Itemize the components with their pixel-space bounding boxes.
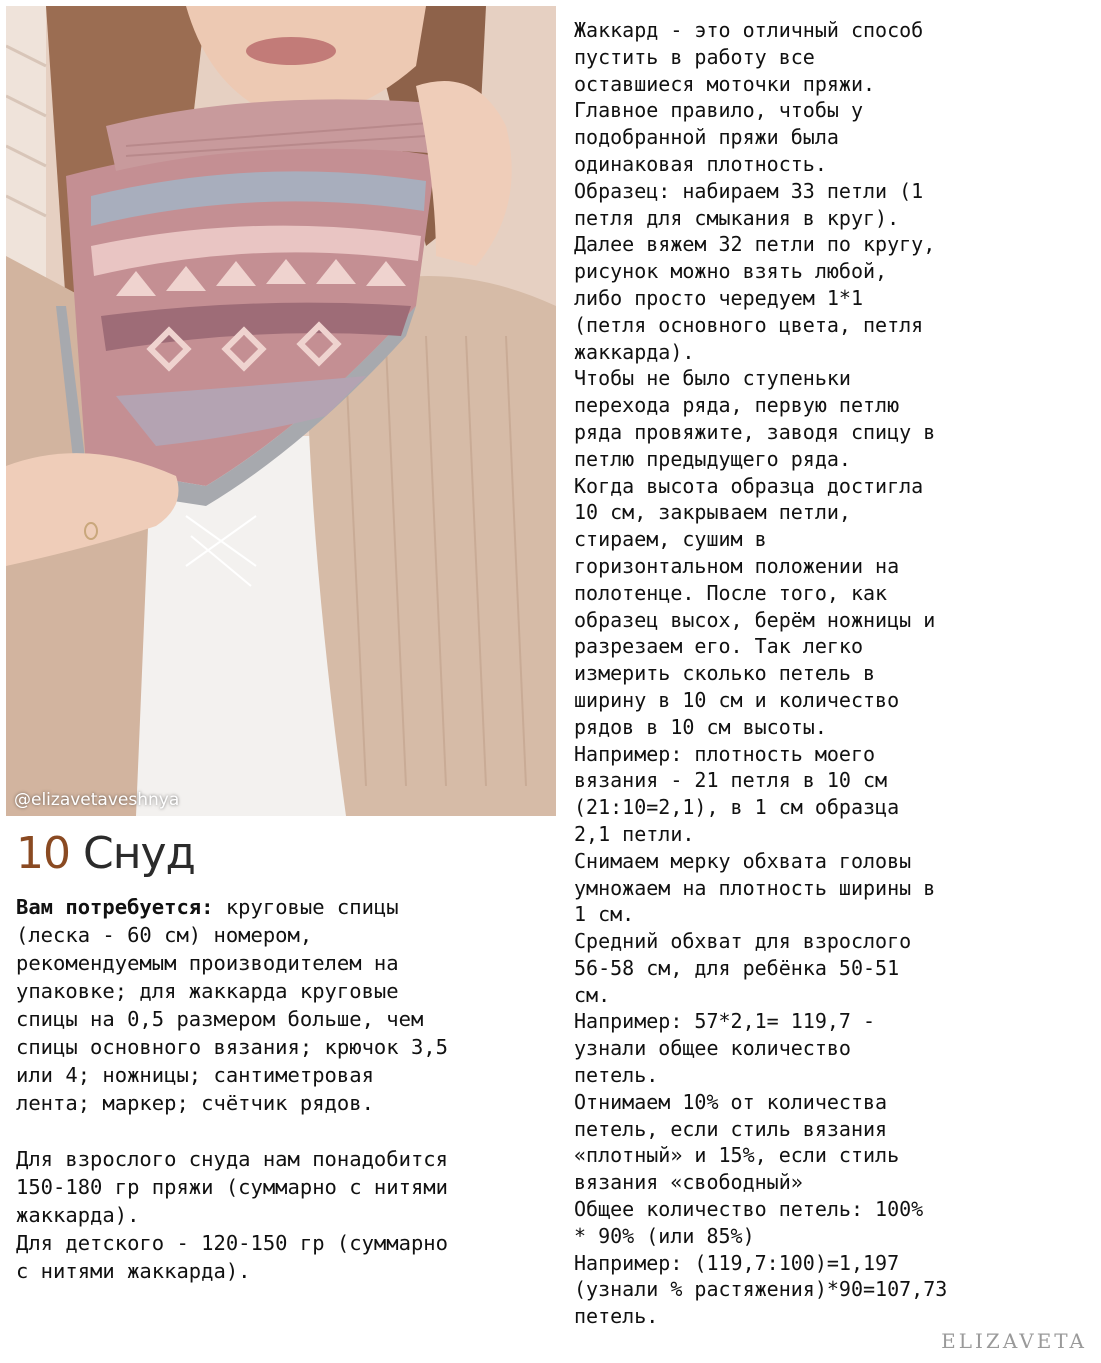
- requirements-label: Вам потребуется:: [16, 895, 214, 919]
- photo-watermark: @elizavetaveshnya: [14, 790, 180, 810]
- pattern-name: Снуд: [83, 828, 195, 879]
- brand-watermark: ELIZAVETA: [941, 1329, 1087, 1353]
- requirements-text: круговые спицы (леска - 60 см) номером, рекомендуемым производителем на упаковке; для жаккарда круговые спицы на 0,5 размером больше, чем спицы основного вязания; крючок 3,5 или 4; ножницы; сантиметровая лента; маркер; счётчик рядов.: [16, 895, 448, 1115]
- page-title: [16, 828, 195, 879]
- adult-yarn-text: Для взрослого снуда нам понадобится 150-180 гр пряжи (суммарно с нитями жаккарда).: [16, 1147, 448, 1227]
- pattern-number: 10: [16, 828, 70, 879]
- gauge-instructions: Жаккард - это отличный способ пустить в работу все оставшиеся моточки пряжи. Главное правило, чтобы у подобранной пряжи была одинаковая плотность. Образец: набираем 33 петли (1 петля для смыкания в круг). Далее вяжем 32 петли по кругу, рисунок можно взять любой, либо просто чередуем 1*1 (петля основного цвета, петля жаккарда). Чтобы не было ступеньки перехода ряда, первую петлю ряда провяжите, заводя спицу в петлю предыдущего ряда. Когда высота образца достигла 10 см, закрываем петли, стираем, сушим в горизонтальном положении на полотенце. После того, как образец высох, берём ножницы и разрезаем его. Так легко измерить сколько петель в ширину в 10 см и количество рядов в 10 см высоты. Например: плотность моего вязания - 21 петля в 10 см (21:10=2,1), в 1 см образца 2,1 петли. Снимаем мерку обхвата головы умножаем на плотность ширины в 1 см. Средний обхват для взрослого 56-58 см, для ребёнка 50-51 см. Например: 57*2,1= 119,7 - узнали общее количество петель. Отнимаем 10% от количества петель, если стиль вязания «плотный» и 15%, если стиль вязания «свободный» Общее количество петель: 100% * 90% (или 85%) Например: (119,7:100)=1,197 (узнали % растяжения)*90=107,73 петель.: [574, 18, 948, 1329]
- knitted-snood-illustration: [6, 6, 556, 816]
- materials-section: [16, 893, 536, 1285]
- child-yarn-text: Для детского - 120-150 гр (суммарно с нитями жаккарда).: [16, 1231, 448, 1283]
- product-photo: [6, 6, 556, 816]
